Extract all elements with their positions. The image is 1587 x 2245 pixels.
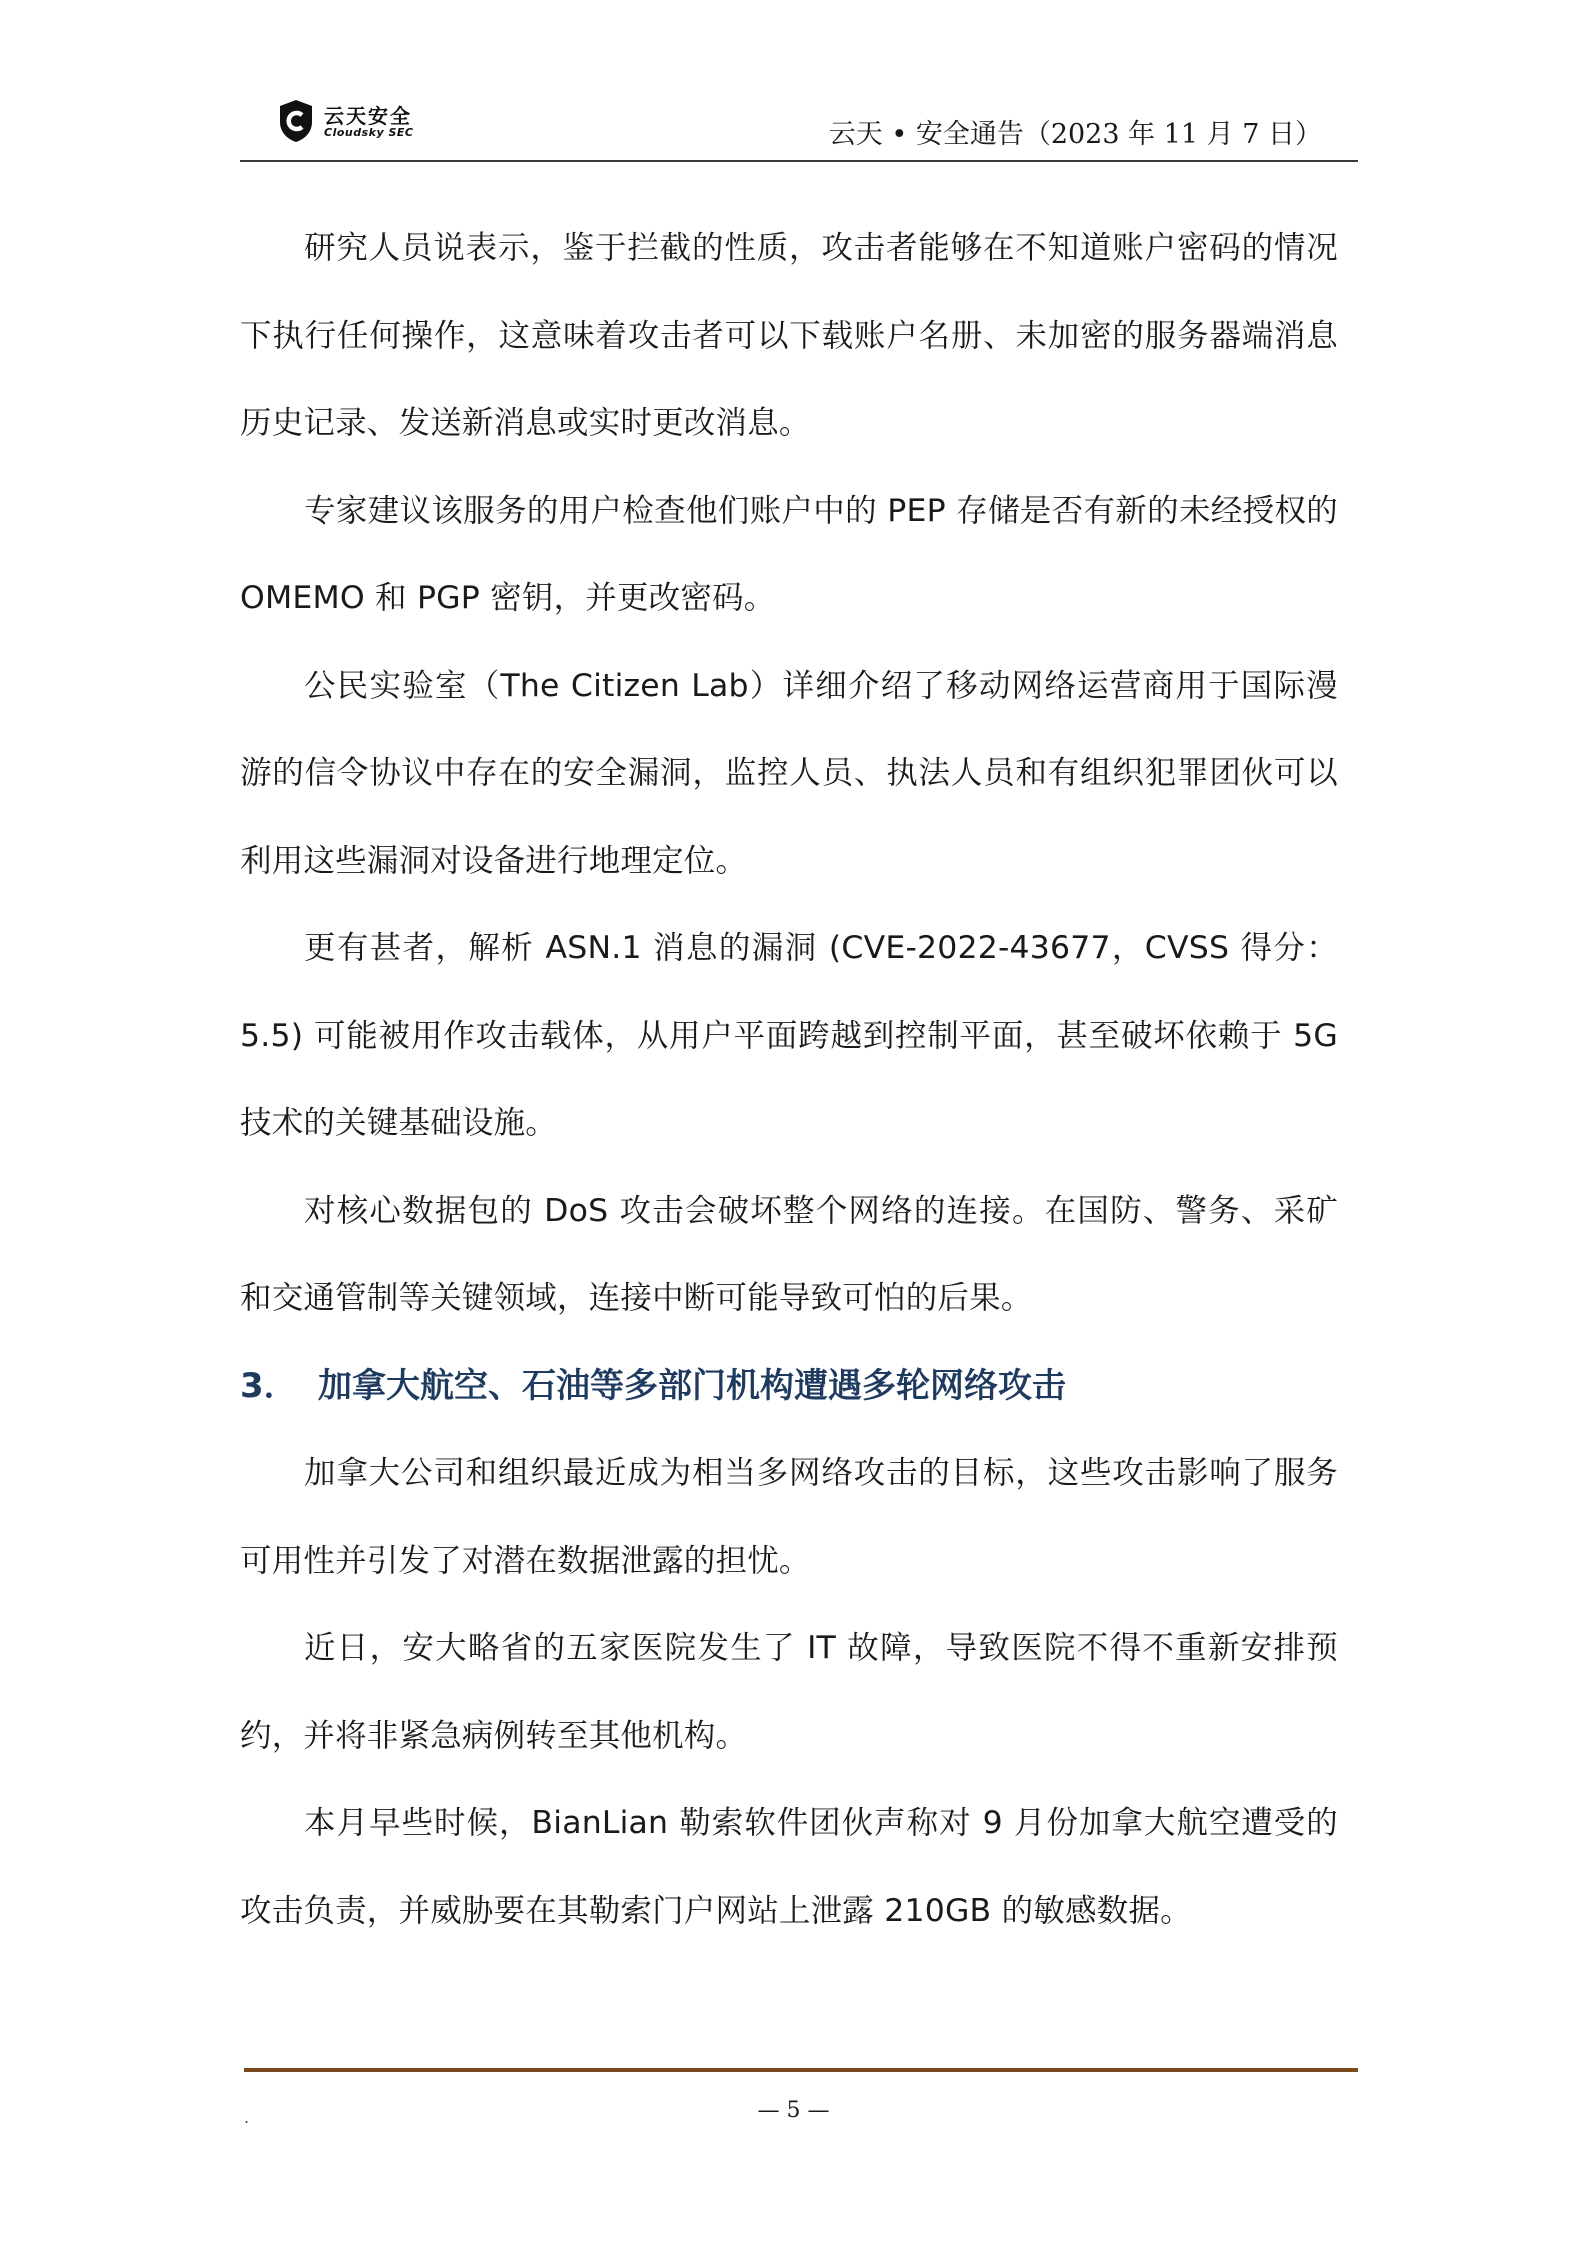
page-number: — 5 — [757,2098,830,2123]
paragraph: 公民实验室（The Citizen Lab）详细介绍了移动网络运营商用于国际漫游的信令协议中存在的安全漏洞，监控人员、执法人员和有组织犯罪团伙可以利用这些漏洞对设备进行地理定位。 [240,667,1338,879]
footer-divider [244,2068,1358,2072]
paragraph: 专家建议该服务的用户检查他们账户中的 PEP 存储是否有新的未经授权的 OMEMO 和 PGP 密钥，并更改密码。 [240,492,1338,616]
page-header [240,92,1358,160]
paragraph: 本月早些时候，BianLian 勒索软件团伙声称对 9 月份加拿大航空遭受的攻击负责，并威胁要在其勒索门户网站上泄露 210GB 的敏感数据。 [240,1805,1338,1929]
main-content [240,205,1338,1955]
bulletin-title: 云天 • 安全通告（2023 年 11 月 7 日） [828,119,1322,150]
paragraph: 更有甚者，解析 ASN.1 消息的漏洞 (CVE-2022-43677，CVSS 得分：5.5) 可能被用作攻击载体，从用户平面跨越到控制平面，甚至破坏依赖于 5G 技术的关键基础设施。 [240,930,1338,1141]
paragraph: 对核心数据包的 DoS 攻击会破坏整个网络的连接。在国防、警务、采矿和交通管制等关键领域，连接中断可能导致可怕的后果。 [240,1192,1338,1316]
header-divider [240,160,1358,162]
section-title: 加拿大航空、石油等多部门机构遭遇多轮网络攻击 [318,1365,1066,1406]
footer-dot: . [244,2108,250,2127]
cloudsky-logo [276,98,476,144]
section-heading [240,1343,1338,1431]
paragraph: 加拿大公司和组织最近成为相当多网络攻击的目标，这些攻击影响了服务可用性并引发了对潜在数据泄露的担忧。 [240,1455,1338,1579]
section-number: 3． [240,1365,298,1406]
logo-chinese-text: 云天安全 [324,104,412,128]
shield-logo-icon [276,98,316,144]
paragraph: 近日，安大略省的五家医院发生了 IT 故障，导致医院不得不重新安排预约，并将非紧急病例转至其他机构。 [240,1630,1338,1754]
logo-english-text: Cloudsky SEC [324,126,414,139]
paragraph: 研究人员说表示，鉴于拦截的性质，攻击者能够在不知道账户密码的情况下执行任何操作，这意味着攻击者可以下载账户名册、未加密的服务器端消息历史记录、发送新消息或实时更改消息。 [240,230,1338,441]
